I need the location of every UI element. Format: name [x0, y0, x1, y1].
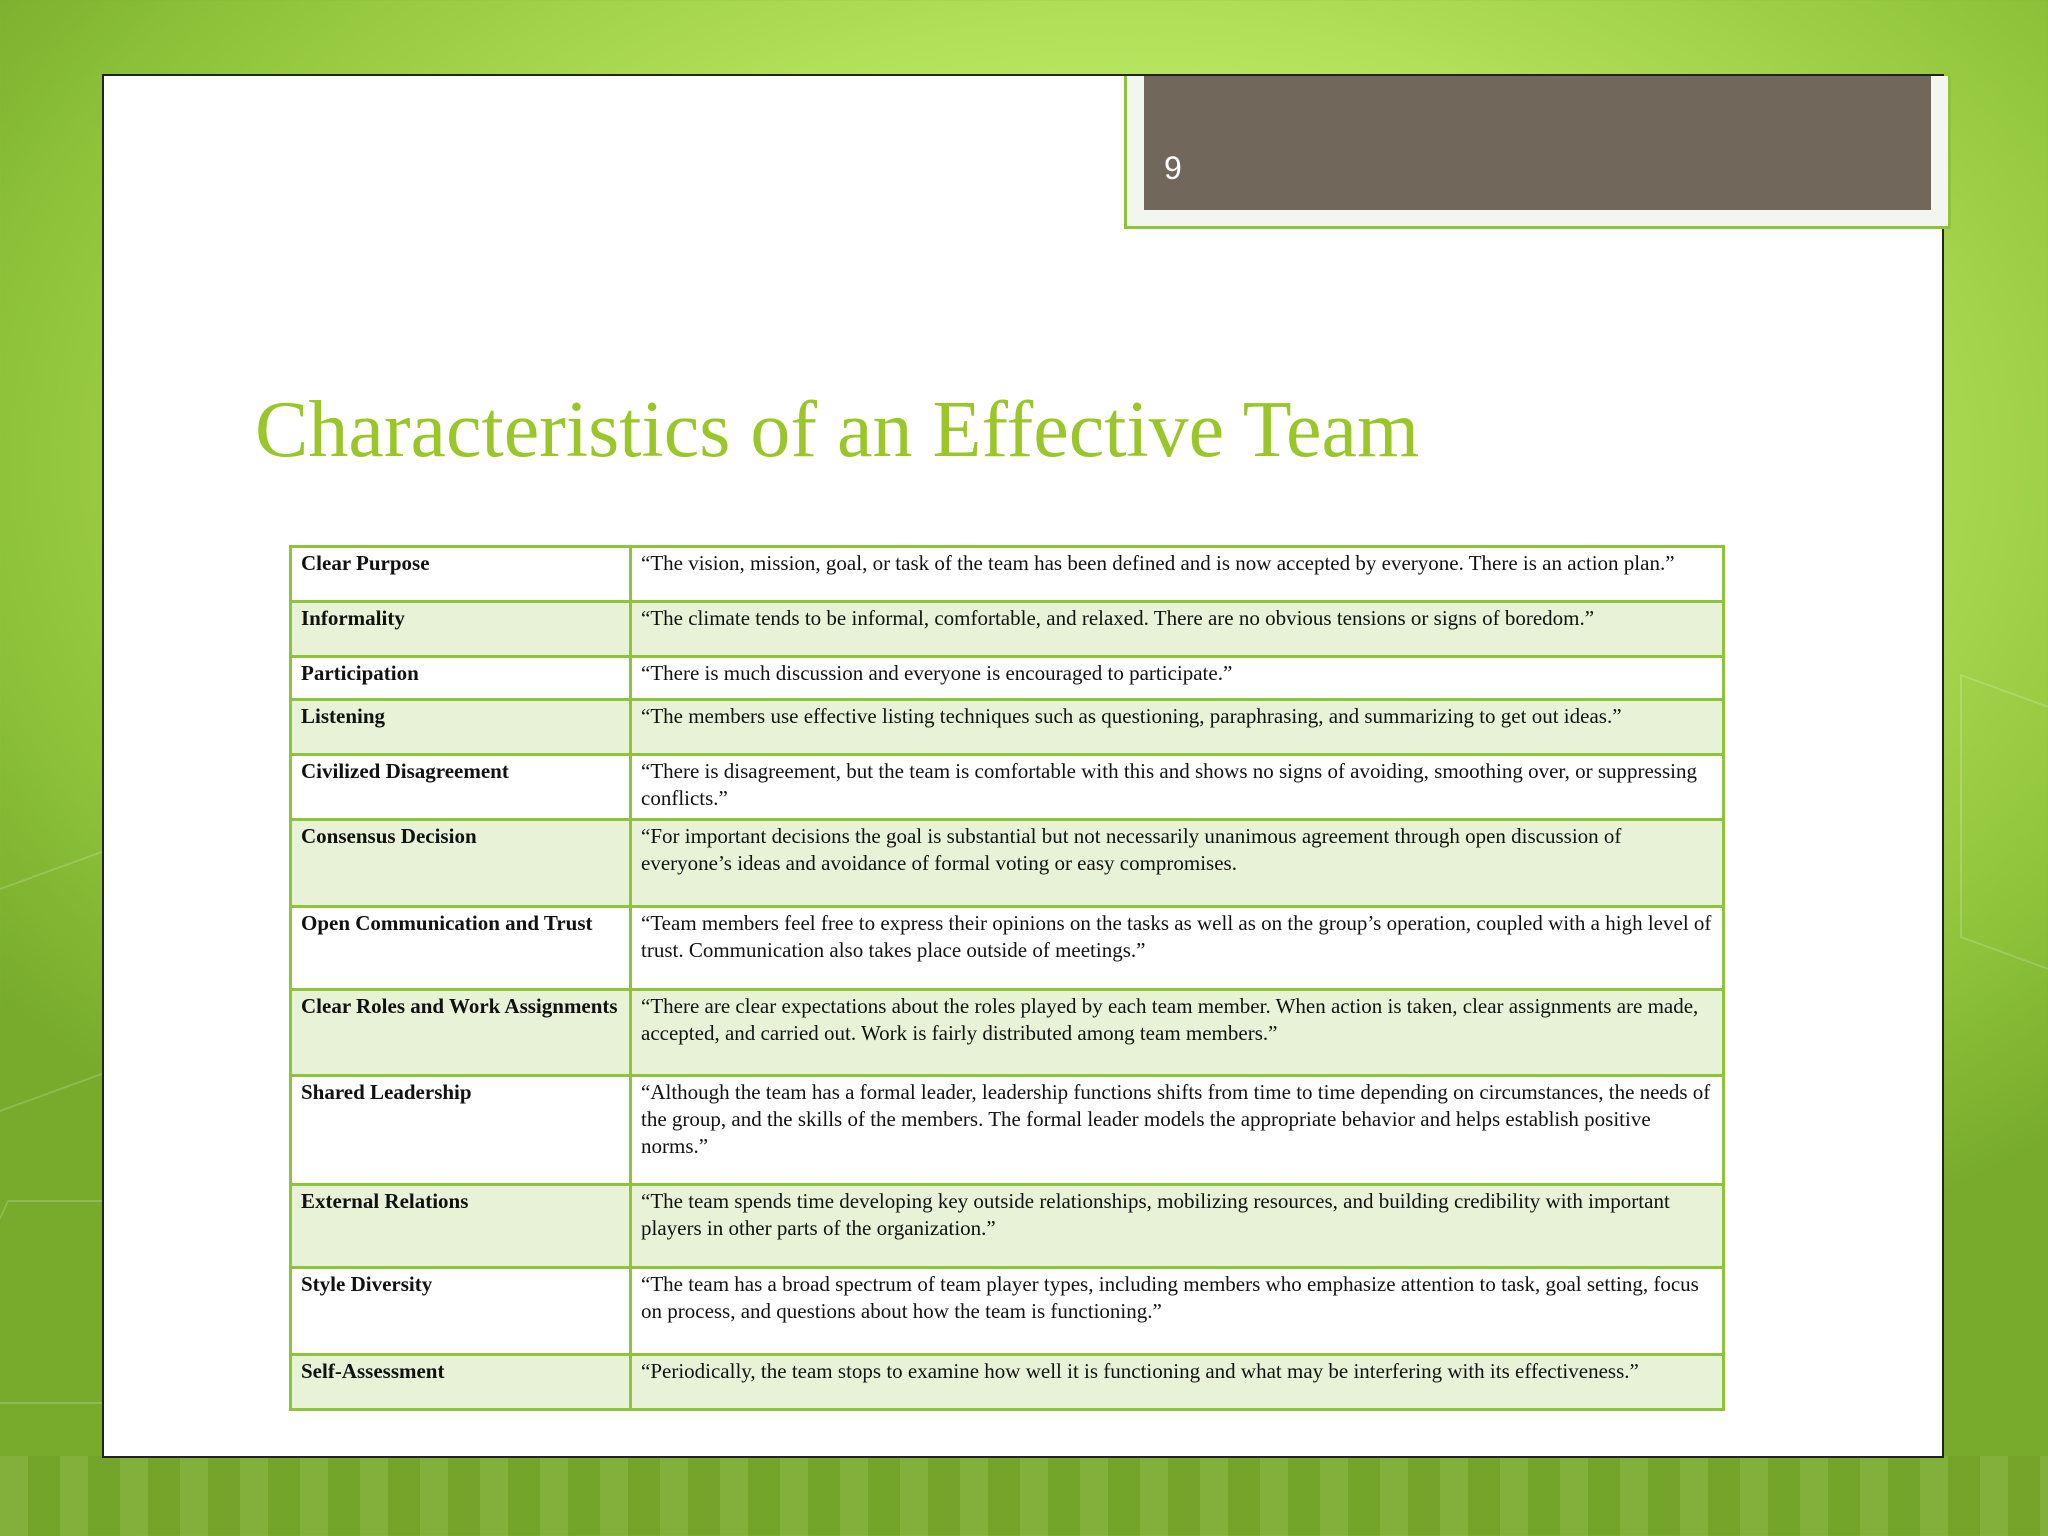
slide-number-box: [1144, 76, 1931, 210]
characteristic-description: “The team has a broad spectrum of team player types, including members who emphasize attention to task, goal setting, focus on process, and questions about how the team is functioning.”: [631, 1268, 1724, 1355]
characteristic-description: “The vision, mission, goal, or task of the team has been defined and is now accepted by everyone. There is an action plan.”: [631, 547, 1724, 602]
characteristic-term: Open Communication and Trust: [291, 907, 631, 990]
background-stripes: [0, 1456, 2048, 1536]
table-row: [291, 700, 1724, 755]
characteristic-description: “Periodically, the team stops to examine how well it is functioning and what may be interfering with its effectiveness.”: [631, 1355, 1724, 1410]
characteristic-description: “Although the team has a formal leader, leadership functions shifts from time to time depending on circumstances, the needs of the group, and the skills of the members. The formal leader models the appropriate behavior and helps establish positive norms.”: [631, 1076, 1724, 1185]
characteristic-term: Informality: [291, 602, 631, 657]
characteristic-description: “There is much discussion and everyone is encouraged to participate.”: [631, 657, 1724, 700]
characteristic-description: “The members use effective listing techniques such as questioning, paraphrasing, and summarizing to get out ideas.”: [631, 700, 1724, 755]
table-row: [291, 657, 1724, 700]
characteristic-description: “Team members feel free to express their opinions on the tasks as well as on the group’s operation, coupled with a high level of trust. Communication also takes place outside of meetings.”: [631, 907, 1724, 990]
characteristic-term: Shared Leadership: [291, 1076, 631, 1185]
background-hexagon: [0, 850, 104, 1134]
slide-title: Characteristics of an Effective Team: [255, 386, 1420, 474]
characteristic-term: Participation: [291, 657, 631, 700]
table-row: [291, 1268, 1724, 1355]
characteristics-table: [289, 545, 1725, 1411]
table-row: [291, 547, 1724, 602]
characteristic-term: Clear Roles and Work Assignments: [291, 990, 631, 1076]
characteristic-description: “There are clear expectations about the roles played by each team member. When action is taken, clear assignments are made, accepted, and carried out. Work is fairly distributed among team members.”: [631, 990, 1724, 1076]
characteristic-term: Self-Assessment: [291, 1355, 631, 1410]
table-row: [291, 755, 1724, 820]
characteristic-description: “The team spends time developing key outside relationships, mobilizing resources, and building credibility with important players in other parts of the organization.”: [631, 1185, 1724, 1268]
characteristic-term: Civilized Disagreement: [291, 755, 631, 820]
characteristic-description: “There is disagreement, but the team is comfortable with this and shows no signs of avoiding, smoothing over, or suppressing conflicts.”: [631, 755, 1724, 820]
characteristic-term: Clear Purpose: [291, 547, 631, 602]
characteristic-term: External Relations: [291, 1185, 631, 1268]
table-row: [291, 907, 1724, 990]
characteristic-description: “For important decisions the goal is substantial but not necessarily unanimous agreement through open discussion of everyone’s ideas and avoidance of formal voting or easy compromises.: [631, 820, 1724, 907]
table-row: [291, 820, 1724, 907]
table-row: [291, 602, 1724, 657]
table-row: [291, 1355, 1724, 1410]
slide-number: 9: [1164, 150, 1182, 186]
table-row: [291, 990, 1724, 1076]
characteristic-description: “The climate tends to be informal, comfortable, and relaxed. There are no obvious tensions or signs of boredom.”: [631, 602, 1724, 657]
table-row: [291, 1185, 1724, 1268]
characteristic-term: Style Diversity: [291, 1268, 631, 1355]
characteristic-term: Consensus Decision: [291, 820, 631, 907]
background-hexagon: [1960, 674, 2048, 990]
characteristic-term: Listening: [291, 700, 631, 755]
table-row: [291, 1076, 1724, 1185]
